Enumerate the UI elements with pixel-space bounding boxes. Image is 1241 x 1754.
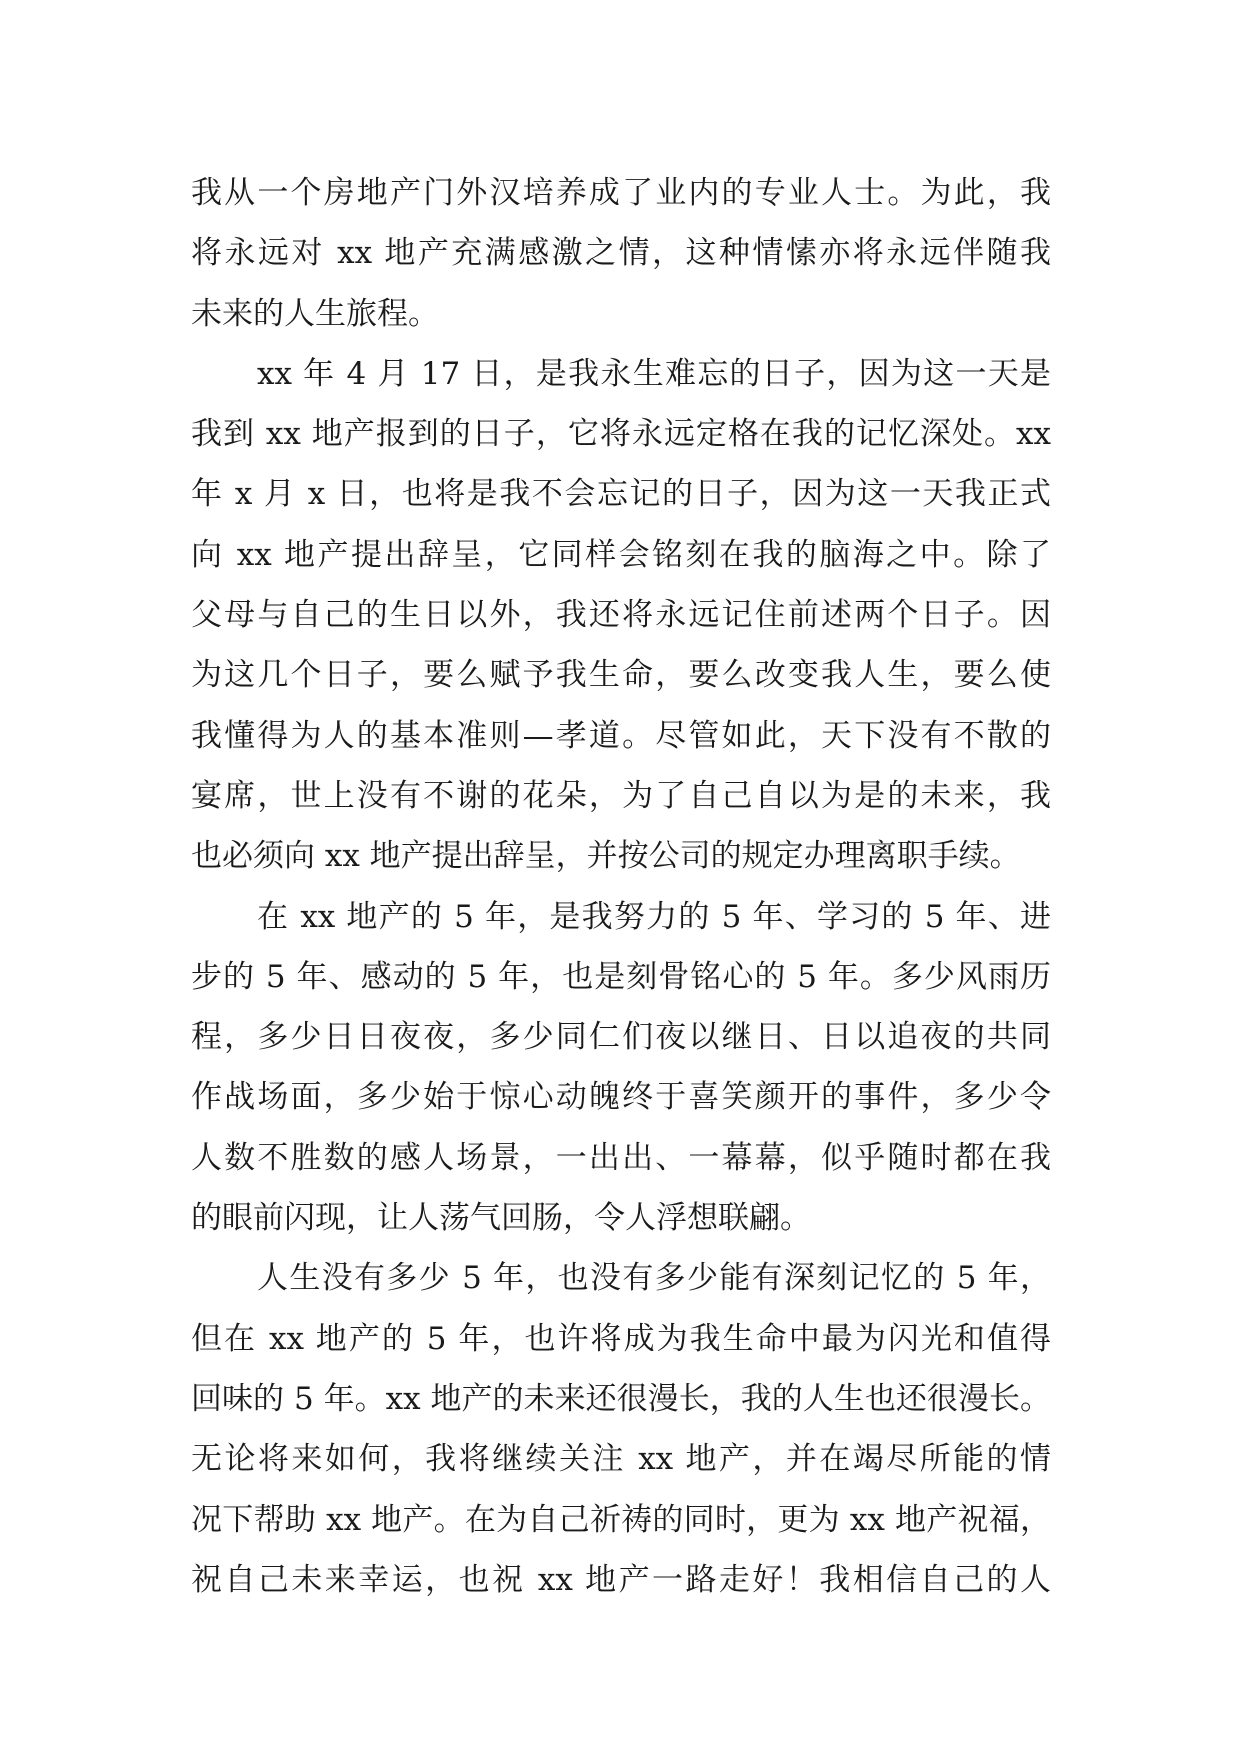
text-line: 向 xx 地产提出辞呈，它同样会铭刻在我的脑海之中。除了 xyxy=(191,536,1051,573)
text-line: 程，多少日日夜夜，多少同仁们夜以继日、日以追夜的共同 xyxy=(191,1019,1051,1056)
text-line: 作战场面，多少始于惊心动魄终于喜笑颜开的事件，多少令 xyxy=(191,1079,1051,1116)
text-line: 宴席，世上没有不谢的花朵，为了自己自以为是的未来，我 xyxy=(191,777,1051,814)
text-line: 父母与自己的生日以外，我还将永远记住前述两个日子。因 xyxy=(191,597,1051,634)
text-line: 况下帮助 xx 地产。在为自己祈祷的同时，更为 xx 地产祝福， xyxy=(191,1501,1051,1538)
text-line: 我懂得为人的基本准则—孝道。尽管如此，天下没有不散的 xyxy=(191,717,1051,754)
text-line: 为这几个日子，要么赋予我生命，要么改变我人生，要么使 xyxy=(191,657,1051,694)
body-text xyxy=(191,163,1051,1610)
text-line: 在 xx 地产的 5 年，是我努力的 5 年、学习的 5 年、进 xyxy=(257,898,1051,935)
text-line: 我从一个房地产门外汉培养成了业内的专业人士。为此，我 xyxy=(191,175,1051,211)
text-line: 将永远对 xx 地产充满感激之情，这种情愫亦将永远伴随我 xyxy=(191,235,1051,272)
text-line: 人生没有多少 5 年，也没有多少能有深刻记忆的 5 年， xyxy=(257,1260,1051,1297)
text-line: 我到 xx 地产报到的日子，它将永远定格在我的记忆深处。xx xyxy=(191,416,1051,453)
text-line: 回味的 5 年。xx 地产的未来还很漫长，我的人生也还很漫长。 xyxy=(191,1380,1051,1417)
text-line: 祝自己未来幸运，也祝 xx 地产一路走好！我相信自己的人 xyxy=(191,1561,1051,1598)
text-line: 人数不胜数的感人场景，一出出、一幕幕，似乎随时都在我 xyxy=(191,1139,1051,1176)
text-line: xx 年 4 月 17 日，是我永生难忘的日子，因为这一天是 xyxy=(257,355,1051,392)
text-line: 的眼前闪现，让人荡气回肠，令人浮想联翩。 xyxy=(191,1200,811,1237)
text-line: 无论将来如何，我将继续关注 xx 地产，并在竭尽所能的情 xyxy=(191,1441,1051,1478)
text-line: 但在 xx 地产的 5 年，也许将成为我生命中最为闪光和值得 xyxy=(191,1320,1051,1357)
text-line: 步的 5 年、感动的 5 年，也是刻骨铭心的 5 年。多少风雨历 xyxy=(191,958,1051,995)
text-line: 也必须向 xx 地产提出辞呈，并按公司的规定办理离职手续。 xyxy=(191,838,1021,875)
text-line: 年 x 月 x 日，也将是我不会忘记的日子，因为这一天我正式 xyxy=(191,476,1051,513)
text-line: 未来的人生旅程。 xyxy=(191,295,439,332)
